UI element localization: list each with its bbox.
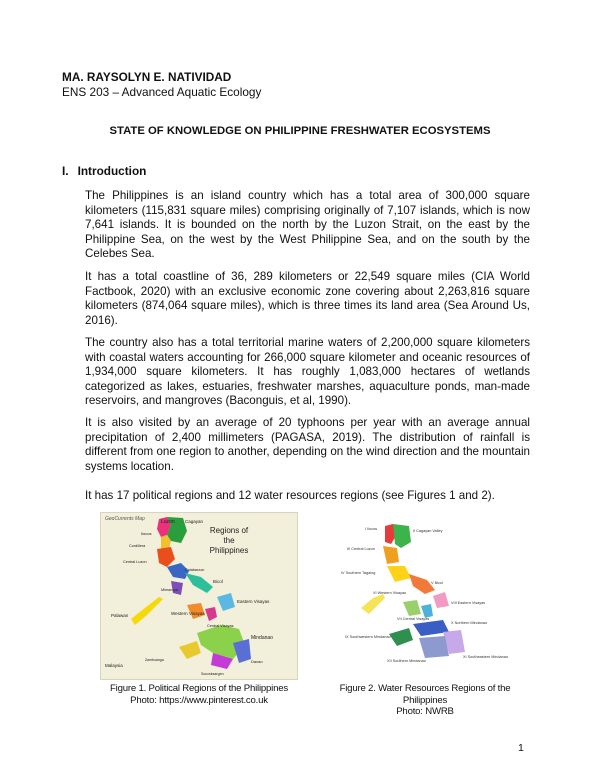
- figure-2-water-resources-map: [325, 516, 513, 676]
- figure-1-political-regions-map: [100, 512, 298, 680]
- figure-1-caption-title: Figure 1. Political Regions of the Philippines: [110, 683, 288, 694]
- label-mindanao: Mindanao: [251, 635, 273, 641]
- wrr-iv-palawan: [361, 594, 385, 614]
- course-title: ENS 203 – Advanced Aquatic Ecology: [62, 85, 262, 99]
- label-palawan: Palawan: [111, 613, 129, 618]
- figure-1-watermark: GeoCurrents Map: [105, 516, 145, 522]
- region-bicol: [185, 573, 213, 593]
- figure-2-caption-title: Figure 2. Water Resources Regions of the Philippines: [339, 683, 511, 706]
- label-central-luzon: Central Luzon: [123, 560, 147, 564]
- wrr-label-xii: XII Southern Mindanao: [387, 659, 426, 663]
- paragraph-4: It is also visited by an average of 20 typhoons per year with an average annual precipitation of 2,400 millimeters (PAGASA, 2019). The distribution of rainfall is different from one region to another, depending on the wind direction and the mountain systems location.: [85, 416, 530, 473]
- label-soccsksargen: Soccsksargen: [201, 672, 224, 676]
- wrr-vii-central-visayas: [421, 604, 433, 618]
- label-luzon: Luzon: [161, 519, 175, 525]
- section-heading: [62, 164, 155, 178]
- figure-2-caption-source: Photo: NWRB: [396, 706, 454, 717]
- wrr-viii-eastern-visayas: [433, 592, 449, 608]
- label-mimaropa: Mimaropa: [161, 588, 178, 592]
- wrr-label-viii: VIII Eastern Visayas: [451, 601, 486, 605]
- figure-2-map-graphic: [325, 516, 513, 676]
- region-davao: [233, 639, 251, 663]
- label-ilocos: Ilocos: [141, 531, 152, 536]
- label-malaysia: Malaysia: [105, 663, 123, 668]
- wrr-label-vii: VII Central Visayas: [397, 617, 430, 621]
- figure-1-title-line3: Philippines: [209, 546, 249, 555]
- paragraph-3: The country also has a total territorial marine waters of 2,200,000 square kilometers with coastal waters accounting for 266,000 square kilometer and oceanic resources of 1,934,000 square kilometers. It has roughly 1,083,000 hectares of wetlands categorized as lakes, estuaries, freshwater marshes, aquaculture ponds, man-made reservoirs, and mangroves (Baconguis, et al, 1990).: [85, 336, 530, 408]
- figure-1-caption: [96, 683, 302, 706]
- region-central-luzon: [157, 547, 175, 567]
- wrr-label-v: V Bicol: [431, 581, 443, 585]
- region-eastern-visayas: [217, 593, 235, 611]
- label-western-visayas: Western Visayas: [171, 611, 205, 616]
- label-cagayan: Cagayan: [185, 519, 204, 524]
- paragraph-1: The Philippines is an island country which has a total area of 300,000 square kilometers (115,831 square miles) comprising originally of 7,107 islands, which is now 7,641 islands. It is bounded on the north by the Luzon Strait, on the east by the Philippine Sea, on the west by the West Philippine Sea, and on the south by the Celebes Sea.: [85, 189, 530, 261]
- section-title: Introduction: [77, 164, 147, 178]
- label-davao: Davao: [251, 659, 263, 664]
- wrr-iii-central-luzon: [383, 546, 399, 564]
- region-central-visayas: [205, 607, 217, 621]
- figure-1-map-graphic: [101, 513, 297, 679]
- wrr-label-x: X Northern Mindanao: [451, 621, 488, 625]
- page-number: 1: [518, 742, 524, 754]
- wrr-label-i: I Ilocos: [365, 527, 378, 531]
- paragraph-5: It has 17 political regions and 12 water resources regions (see Figures 1 and 2).: [85, 489, 495, 502]
- wrr-ii-cagayan: [393, 524, 411, 548]
- figure-1-title-line2: the: [223, 536, 235, 545]
- figure-1-caption-source: Photo: https://www.pinterest.co.uk: [130, 694, 268, 706]
- wrr-label-iii: III Central Luzon: [347, 547, 375, 551]
- label-eastern-visayas: Eastern Visayas: [237, 599, 270, 604]
- label-calabarzon: Calabarzon: [185, 568, 205, 572]
- wrr-label-xi: XI Southeastern Mindanao: [463, 655, 508, 659]
- wrr-ix-southwestern-mindanao: [389, 628, 413, 646]
- wrr-vi-western-visayas: [403, 600, 421, 616]
- wrr-label-vi: VI Western Visayas: [373, 591, 406, 595]
- region-palawan: [131, 597, 163, 625]
- label-zamboanga: Zamboanga: [145, 658, 164, 662]
- label-cordillera: Cordillera: [129, 544, 146, 548]
- figure-1-title-line1: Regions of: [209, 526, 249, 535]
- figure-2-caption: [318, 683, 532, 718]
- label-bicol: Bicol: [213, 579, 223, 584]
- wrr-label-iv: IV Southern Tagalog: [341, 571, 376, 575]
- wrr-label-ix: IX Southwestern Mindanao: [345, 635, 391, 639]
- author-name: MA. RAYSOLYN E. NATIVIDAD: [62, 70, 232, 84]
- wrr-label-ii: II Cagayan Valley: [413, 529, 443, 533]
- section-number: I.: [62, 164, 69, 178]
- wrr-iv-southern-tagalog: [387, 566, 411, 582]
- region-zamboanga: [179, 641, 201, 659]
- paragraph-2: It has a total coastline of 36, 289 kilometers or 22,549 square miles (CIA World Factbook, 2020) with an exclusive economic zone covering about 2,263,816 square kilometers (874,064 square miles), which is three times its land area (Sea Around Us, 2016).: [85, 270, 530, 327]
- document-title: STATE OF KNOWLEDGE ON PHILIPPINE FRESHWATER ECOSYSTEMS: [109, 125, 491, 137]
- label-central-visayas: Central Visayas: [207, 624, 234, 628]
- wrr-xii-southern-mindanao: [419, 636, 449, 658]
